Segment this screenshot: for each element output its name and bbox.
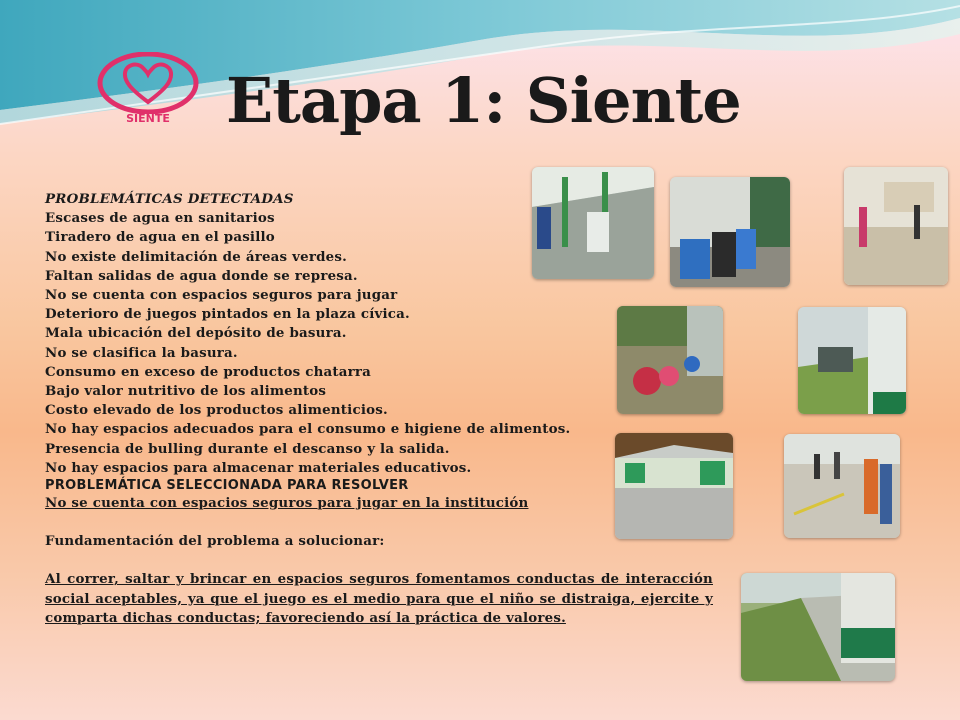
problem-item: Consumo en exceso de productos chatarra — [45, 363, 372, 380]
page-title: Etapa 1: Siente — [226, 64, 741, 137]
heart-icon — [92, 52, 204, 114]
siente-logo — [92, 52, 204, 132]
photo-green-path — [741, 573, 895, 681]
foundation-label: Fundamentación del problema a solucionar: — [45, 533, 385, 550]
problem-item: No existe delimitación de áreas verdes. — [45, 248, 347, 265]
problem-item: No se cuenta con espacios seguros para jugar — [45, 287, 398, 304]
photo-civic-plaza — [615, 433, 733, 539]
problem-item: Mala ubicación del depósito de basura. — [45, 325, 347, 342]
foundation-text: Al correr, saltar y brincar en espacios seguros fomentamos conductas de interacción social aceptables, ya que el juego es el medio para que el niño se distraiga, ejercite y comparta dichas conductas; favoreciendo así la práctica de valores. — [45, 571, 713, 626]
problem-item: Bajo valor nutritivo de los alimentos — [45, 383, 327, 400]
photo-side-passage — [798, 307, 906, 414]
selected-problem-label: PROBLEMÁTICA SELECCIONADA PARA RESOLVER — [45, 478, 409, 494]
problem-item: No hay espacios adecuados para el consumo e higiene de alimentos. — [45, 421, 571, 438]
problem-item: Presencia de bulling durante el descanso y la salida. — [45, 440, 450, 457]
photo-corridor — [532, 167, 654, 279]
photo-children-ground — [617, 306, 723, 414]
photo-barrels — [670, 177, 790, 287]
problem-item: Deterioro de juegos pintados en la plaza cívica. — [45, 306, 410, 323]
problems-heading: PROBLEMÁTICAS DETECTADAS — [45, 191, 294, 207]
logo-text: SIENTE — [126, 112, 170, 125]
photo-schoolyard — [844, 167, 948, 285]
problem-item: Faltan salidas de agua donde se represa. — [45, 267, 358, 284]
selected-problem-value: No se cuenta con espacios seguros para jugar en la institución — [45, 495, 529, 512]
photo-children-playing — [784, 434, 900, 538]
problem-item: Costo elevado de los productos alimenticios. — [45, 402, 388, 419]
problem-item: No hay espacios para almacenar materiales educativos. — [45, 459, 472, 476]
problem-item: Tiradero de agua en el pasillo — [45, 229, 275, 246]
problem-item: Escases de agua en sanitarios — [45, 210, 275, 227]
problem-item: No se clasifica la basura. — [45, 344, 238, 361]
